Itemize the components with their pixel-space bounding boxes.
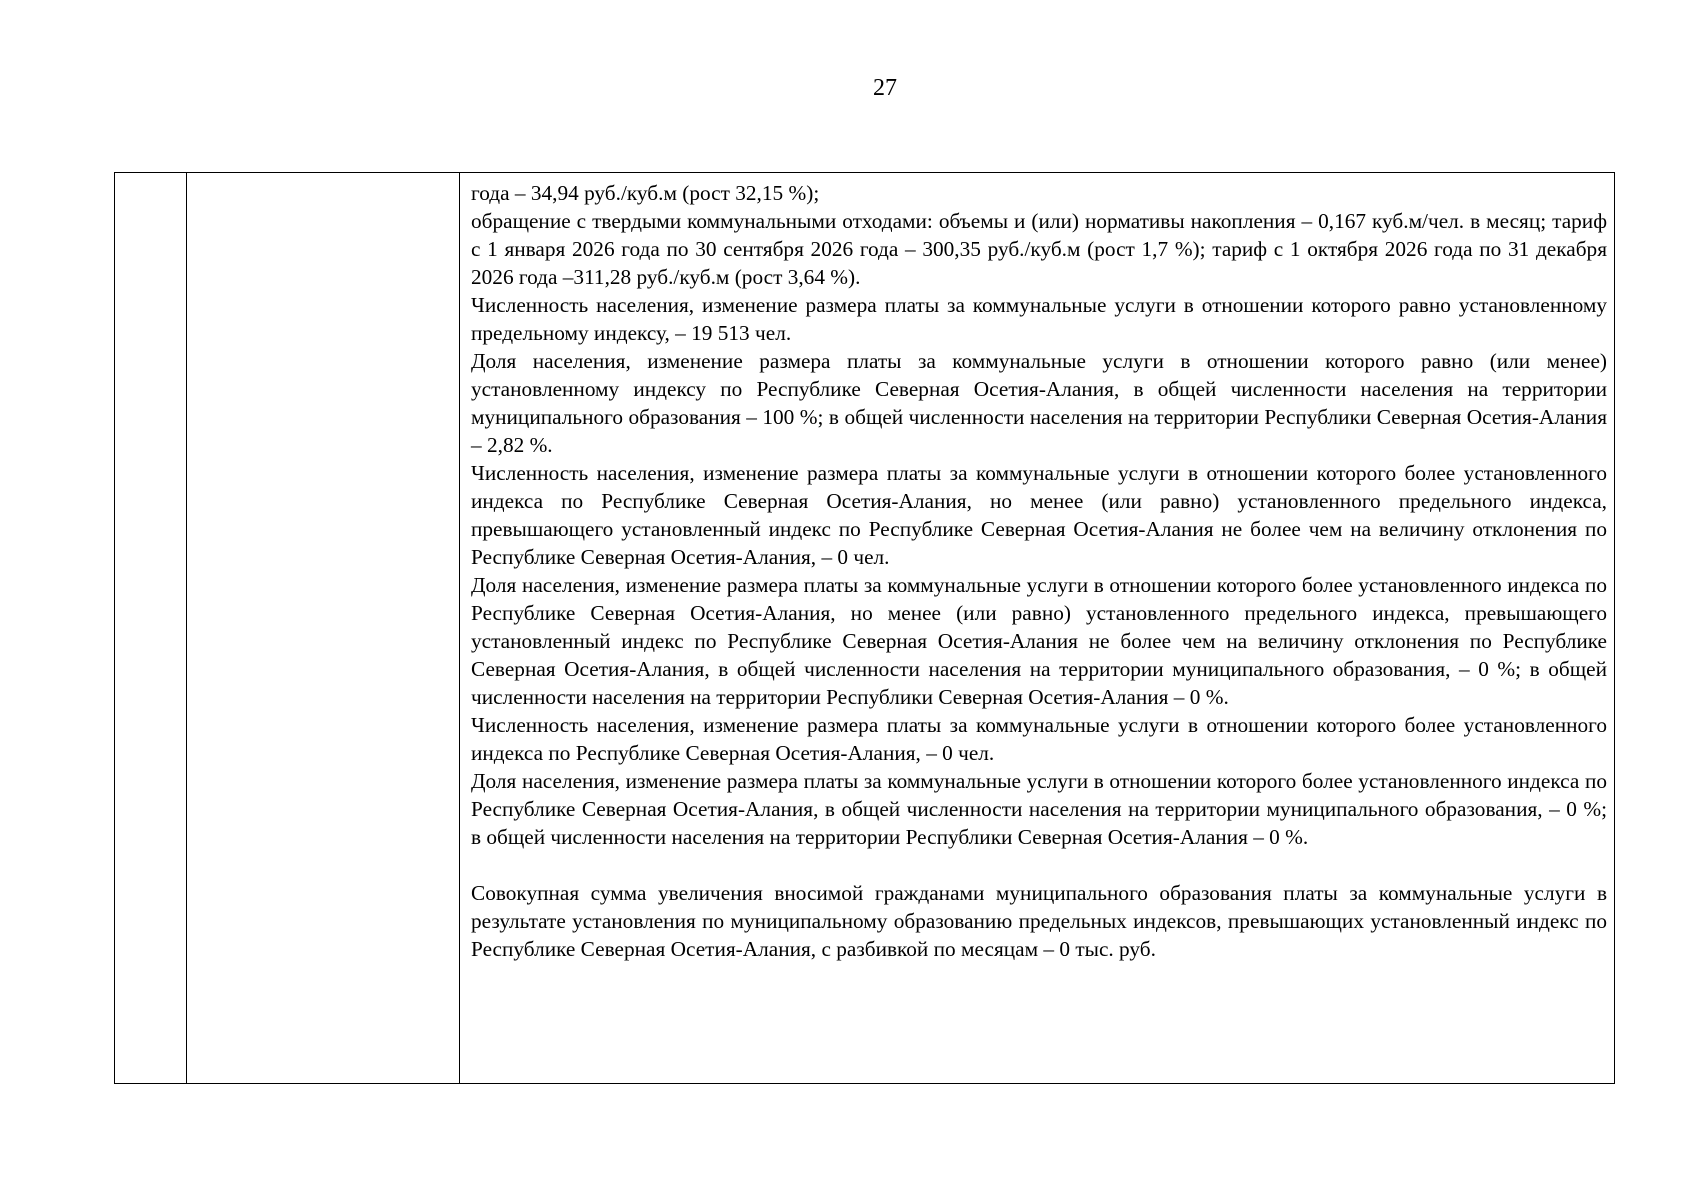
- document-table: [114, 172, 1615, 1084]
- table-row: [115, 173, 1615, 1084]
- paragraph-share-above-regional: Доля населения, изменение размера платы за коммунальные услуги в отношении которого более установленного индекса по Республике Северная Осетия-Алания, в общей численности населения на территории муниципального образования, – 0 %; в общей численности населения на территории Республики Северная Осетия-Алания – 0 %.: [471, 769, 1607, 849]
- table-cell-name: [187, 173, 460, 1084]
- table-cell-number: [115, 173, 187, 1084]
- paragraph-solid-waste: обращение с твердыми коммунальными отходами: объемы и (или) нормативы накопления – 0,167 куб.м/чел. в месяц; тариф с 1 января 2026 года по 30 сентября 2026 года – 300,35 руб./куб.м (рост 1,7 %); тариф с 1 октября 2026 года по 31 декабря 2026 года –311,28 руб./куб.м (рост 3,64 %).: [471, 209, 1607, 289]
- content-text: [460, 173, 1614, 963]
- page-number: 27: [873, 75, 897, 101]
- paragraph-population-above-regional: Численность населения, изменение размера платы за коммунальные услуги в отношении которого более установленного индекса по Республике Северная Осетия-Алания, – 0 чел.: [471, 713, 1607, 765]
- paragraph-share-above-index: Доля населения, изменение размера платы за коммунальные услуги в отношении которого более установленного индекса по Республике Северная Осетия-Алания, но менее (или равно) установленного предельного индекса, превышающего установленный индекс по Республике Северная Осетия-Алания не более чем на величину отклонения по Республике Северная Осетия-Алания, в общей численности населения на территории муниципального образования, – 0 %; в общей численности населения на территории Республики Северная Осетия-Алания – 0 %.: [471, 573, 1607, 709]
- paragraph-population-above-index: Численность населения, изменение размера платы за коммунальные услуги в отношении которого более установленного индекса по Республике Северная Осетия-Алания, но менее (или равно) установленного предельного индекса, превышающего установленный индекс по Республике Северная Осетия-Алания не более чем на величину отклонения по Республике Северная Осетия-Алания, – 0 чел.: [471, 461, 1607, 569]
- paragraph-water-tariff-end: года – 34,94 руб./куб.м (рост 32,15 %);: [471, 181, 820, 205]
- table-cell-content: [460, 173, 1615, 1084]
- paragraph-total-increase: Совокупная сумма увеличения вносимой гражданами муниципального образования платы за коммунальные услуги в результате установления по муниципальному образованию предельных индексов, превышающих установленный индекс по Республике Северная Осетия-Алания, с разбивкой по месяцам – 0 тыс. руб.: [471, 881, 1607, 961]
- paragraph-population-equal-limit: Численность населения, изменение размера платы за коммунальные услуги в отношении которого равно установленному предельному индексу, – 19 513 чел.: [471, 293, 1607, 345]
- paragraph-share-equal-or-less: Доля населения, изменение размера платы за коммунальные услуги в отношении которого равно (или менее) установленному индексу по Республике Северная Осетия-Алания, в общей численности населения на территории муниципального образования – 100 %; в общей численности населения на территории Республики Северная Осетия-Алания – 2,82 %.: [471, 349, 1607, 457]
